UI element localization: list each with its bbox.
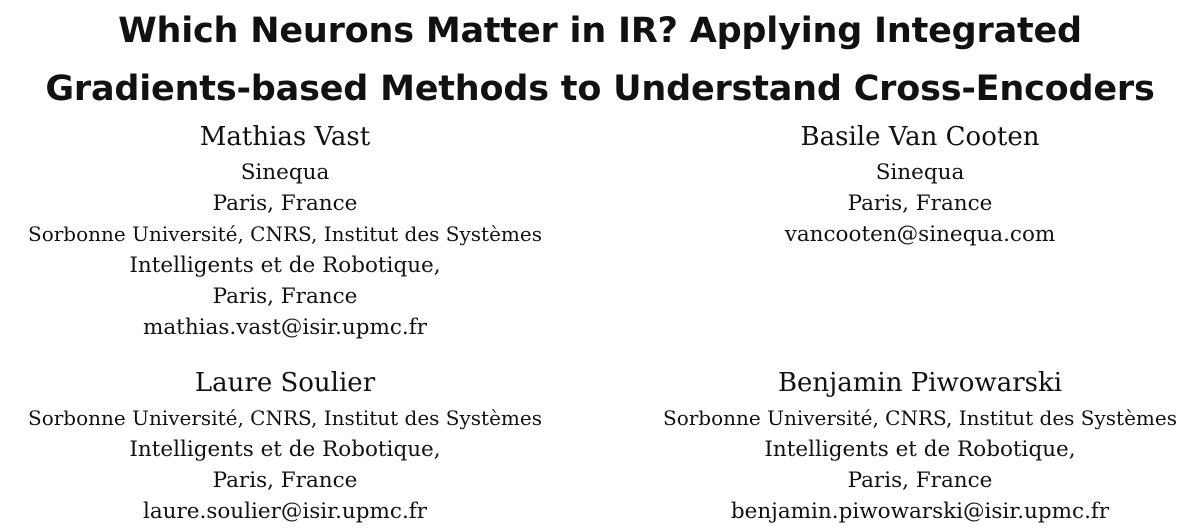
author-affiliation-line: Paris, France [847, 468, 993, 493]
author-affiliation-line: Sorbonne Université, CNRS, Institut des Systèmes [28, 222, 542, 246]
author-affiliation-line: Sinequa [240, 160, 330, 185]
paper-title-line-1: Which Neurons Matter in IR? Applying Integrated [118, 11, 1082, 51]
author-affiliation-line: Paris, France [212, 468, 358, 493]
author-name: Basile Van Cooten [800, 122, 1040, 152]
author-block-laure-soulier [0, 363, 570, 527]
author-affiliation-line: Sinequa [875, 160, 965, 185]
author-affiliation-line: Sorbonne Université, CNRS, Institut des Systèmes [28, 406, 542, 430]
author-block-benjamin-piwowarski [640, 363, 1200, 527]
author-name: Benjamin Piwowarski [777, 368, 1063, 398]
author-affiliation-line: Intelligents et de Robotique, [764, 437, 1076, 462]
author-affiliation-line: Paris, France [212, 284, 358, 309]
author-block-basile-van-cooten [640, 117, 1200, 250]
paper-title-line-2: Gradients-based Methods to Understand Cross-Encoders [45, 69, 1155, 109]
author-name: Mathias Vast [199, 122, 371, 152]
author-block-mathias-vast [0, 117, 570, 343]
author-name: Laure Soulier [194, 368, 376, 398]
author-email: mathias.vast@isir.upmc.fr [142, 315, 428, 340]
author-affiliation-line: Intelligents et de Robotique, [129, 437, 441, 462]
author-affiliation-line: Intelligents et de Robotique, [129, 253, 441, 278]
author-email: laure.soulier@isir.upmc.fr [142, 499, 428, 524]
author-email: vancooten@sinequa.com [784, 222, 1056, 247]
author-affiliation-line: Paris, France [212, 191, 358, 216]
author-affiliation-line: Sorbonne Université, CNRS, Institut des Systèmes [663, 406, 1177, 430]
author-email: benjamin.piwowarski@isir.upmc.fr [730, 499, 1110, 524]
author-affiliation-line: Paris, France [847, 191, 993, 216]
paper-title [0, 2, 1200, 118]
